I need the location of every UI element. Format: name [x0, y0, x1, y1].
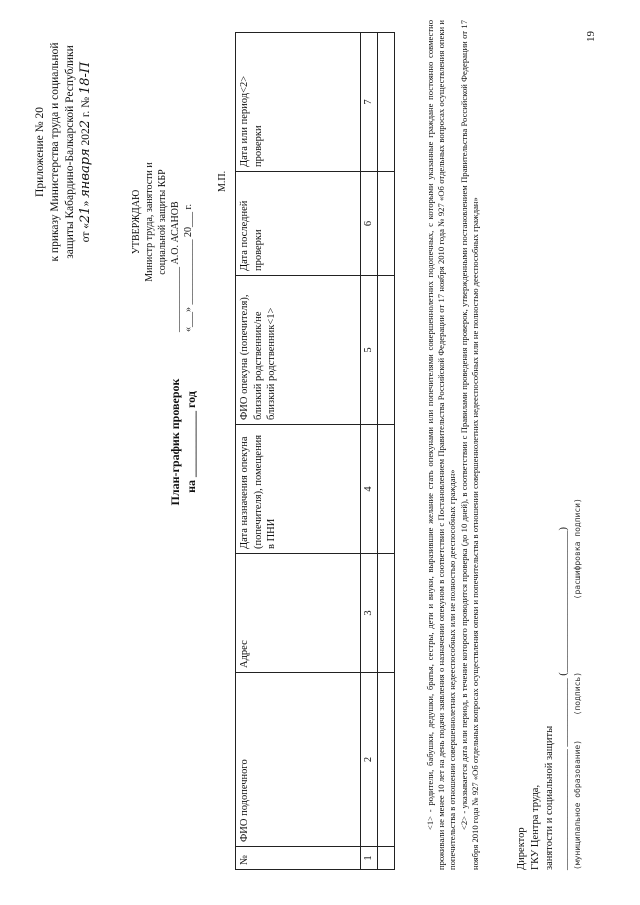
number-cell: 2	[361, 673, 378, 847]
seal-placeholder: М.П.	[217, 170, 228, 192]
appendix-line-3: защиты Кабардино-Балкарской Республики	[64, 45, 76, 259]
signer-line-2: ГКУ Центра труда,	[530, 784, 541, 870]
footnotes	[425, 20, 482, 870]
approval-line-1: Министр труда, занятости и	[144, 162, 155, 282]
appendix-day: 21	[78, 206, 93, 223]
label-signature: (подпись)	[573, 671, 582, 716]
number-cell: 4	[361, 425, 378, 554]
header-cell-number: №	[236, 847, 361, 870]
header-cell-inspection-period: Дата или период<2> проверки	[236, 33, 361, 172]
page-number: 19	[585, 31, 597, 42]
header-cell-appointment-date: Дата назначения опекуна (попечителя), помещения в ПНИ	[236, 425, 361, 554]
number-cell: 7	[361, 33, 378, 172]
table-number-row	[361, 33, 378, 870]
empty-cell	[377, 425, 394, 554]
signer-line-1: Директор	[516, 827, 527, 870]
appendix-line-2: к приказу Министерства труда и социальной	[49, 42, 61, 262]
number-cell: 5	[361, 276, 378, 425]
appendix-prefix: от «	[80, 222, 92, 243]
empty-cell	[377, 847, 394, 870]
header-cell-ward-name: ФИО подопечного	[236, 673, 361, 847]
label-municipal: (муниципальное образование)	[573, 739, 582, 870]
appendix-block	[33, 12, 94, 292]
appendix-line-4	[78, 12, 94, 292]
number-cell: 3	[361, 554, 378, 673]
approval-line-2: социальной защиты КБР	[157, 169, 168, 275]
appendix-line-1: Приложение № 20	[34, 107, 46, 197]
signature-labels	[571, 20, 585, 870]
signer-line-3: занятости и социальной защиты	[544, 725, 555, 870]
appendix-month: января	[78, 148, 93, 198]
empty-cell	[377, 33, 394, 172]
label-decode: (расшифровка подписи)	[573, 498, 582, 600]
approval-line-3: _____________ А.О. АСАНОВ	[170, 201, 181, 332]
approval-line-4: «___» _____________ 20___ г.	[183, 204, 194, 332]
empty-cell	[377, 554, 394, 673]
appendix-year-digit: 2	[78, 119, 93, 129]
table-empty-row	[377, 33, 394, 870]
header-cell-address: Адрес	[236, 554, 361, 673]
number-cell: 6	[361, 172, 378, 276]
signature-block	[515, 20, 585, 870]
header-cell-last-inspection: Дата последней проверки	[236, 172, 361, 276]
approval-heading: УТВЕРЖДАЮ	[131, 189, 142, 255]
inspection-table	[235, 32, 395, 870]
header-cell-guardian-name: ФИО опекуна (попечителя), близкий родственник/не близкий родственник<1>	[236, 276, 361, 425]
footnote-2: <2> - указывается дата или период, в течение которого проводится проверка (до 10 дней), в соответствии с Правилами проведения проверок, утвержденными постановлением Правительства Российской Федерации от 17 ноября 2010 года № 927 «Об отдельных вопросах осуществления опеки и попечительства в отношении совершеннолетних недееспособных или не полностью дееспособных граждан»	[459, 20, 480, 870]
footnote-1: <1> - родители, бабушки, дедушки, братья, сестры, дети и внуки, выразившие желание стать опекунами или попечителями совершеннолетних подопечных, с которыми указанные граждане постоянно совместно проживали не менее 10 лет на день подачи заявления о назначении опекуном в соответствии с Постановлением Правительства Российской Федерации от 17 ноября 2010 года № 927 «Об отдельных вопросах осуществления опеки и попечительства в отношении совершеннолетних недееспособных или не полностью дееспособных граждан»	[425, 20, 457, 870]
number-cell: 1	[361, 847, 378, 870]
signature-underline: _______________________ _____________ (___________________________)	[558, 527, 569, 870]
rotated-content	[15, 12, 625, 892]
title-line-1: План-график проверок	[168, 378, 182, 506]
empty-cell	[377, 172, 394, 276]
table-header-row	[236, 33, 361, 870]
appendix-year-prefix: 202	[80, 128, 92, 149]
appendix-mid: »	[80, 197, 92, 207]
document-title	[167, 282, 199, 602]
empty-cell	[377, 673, 394, 847]
title-line-2: на ___________ год	[184, 391, 198, 493]
appendix-number: 18-П	[78, 61, 93, 95]
empty-cell	[377, 276, 394, 425]
appendix-suffix: г. №	[80, 94, 92, 120]
